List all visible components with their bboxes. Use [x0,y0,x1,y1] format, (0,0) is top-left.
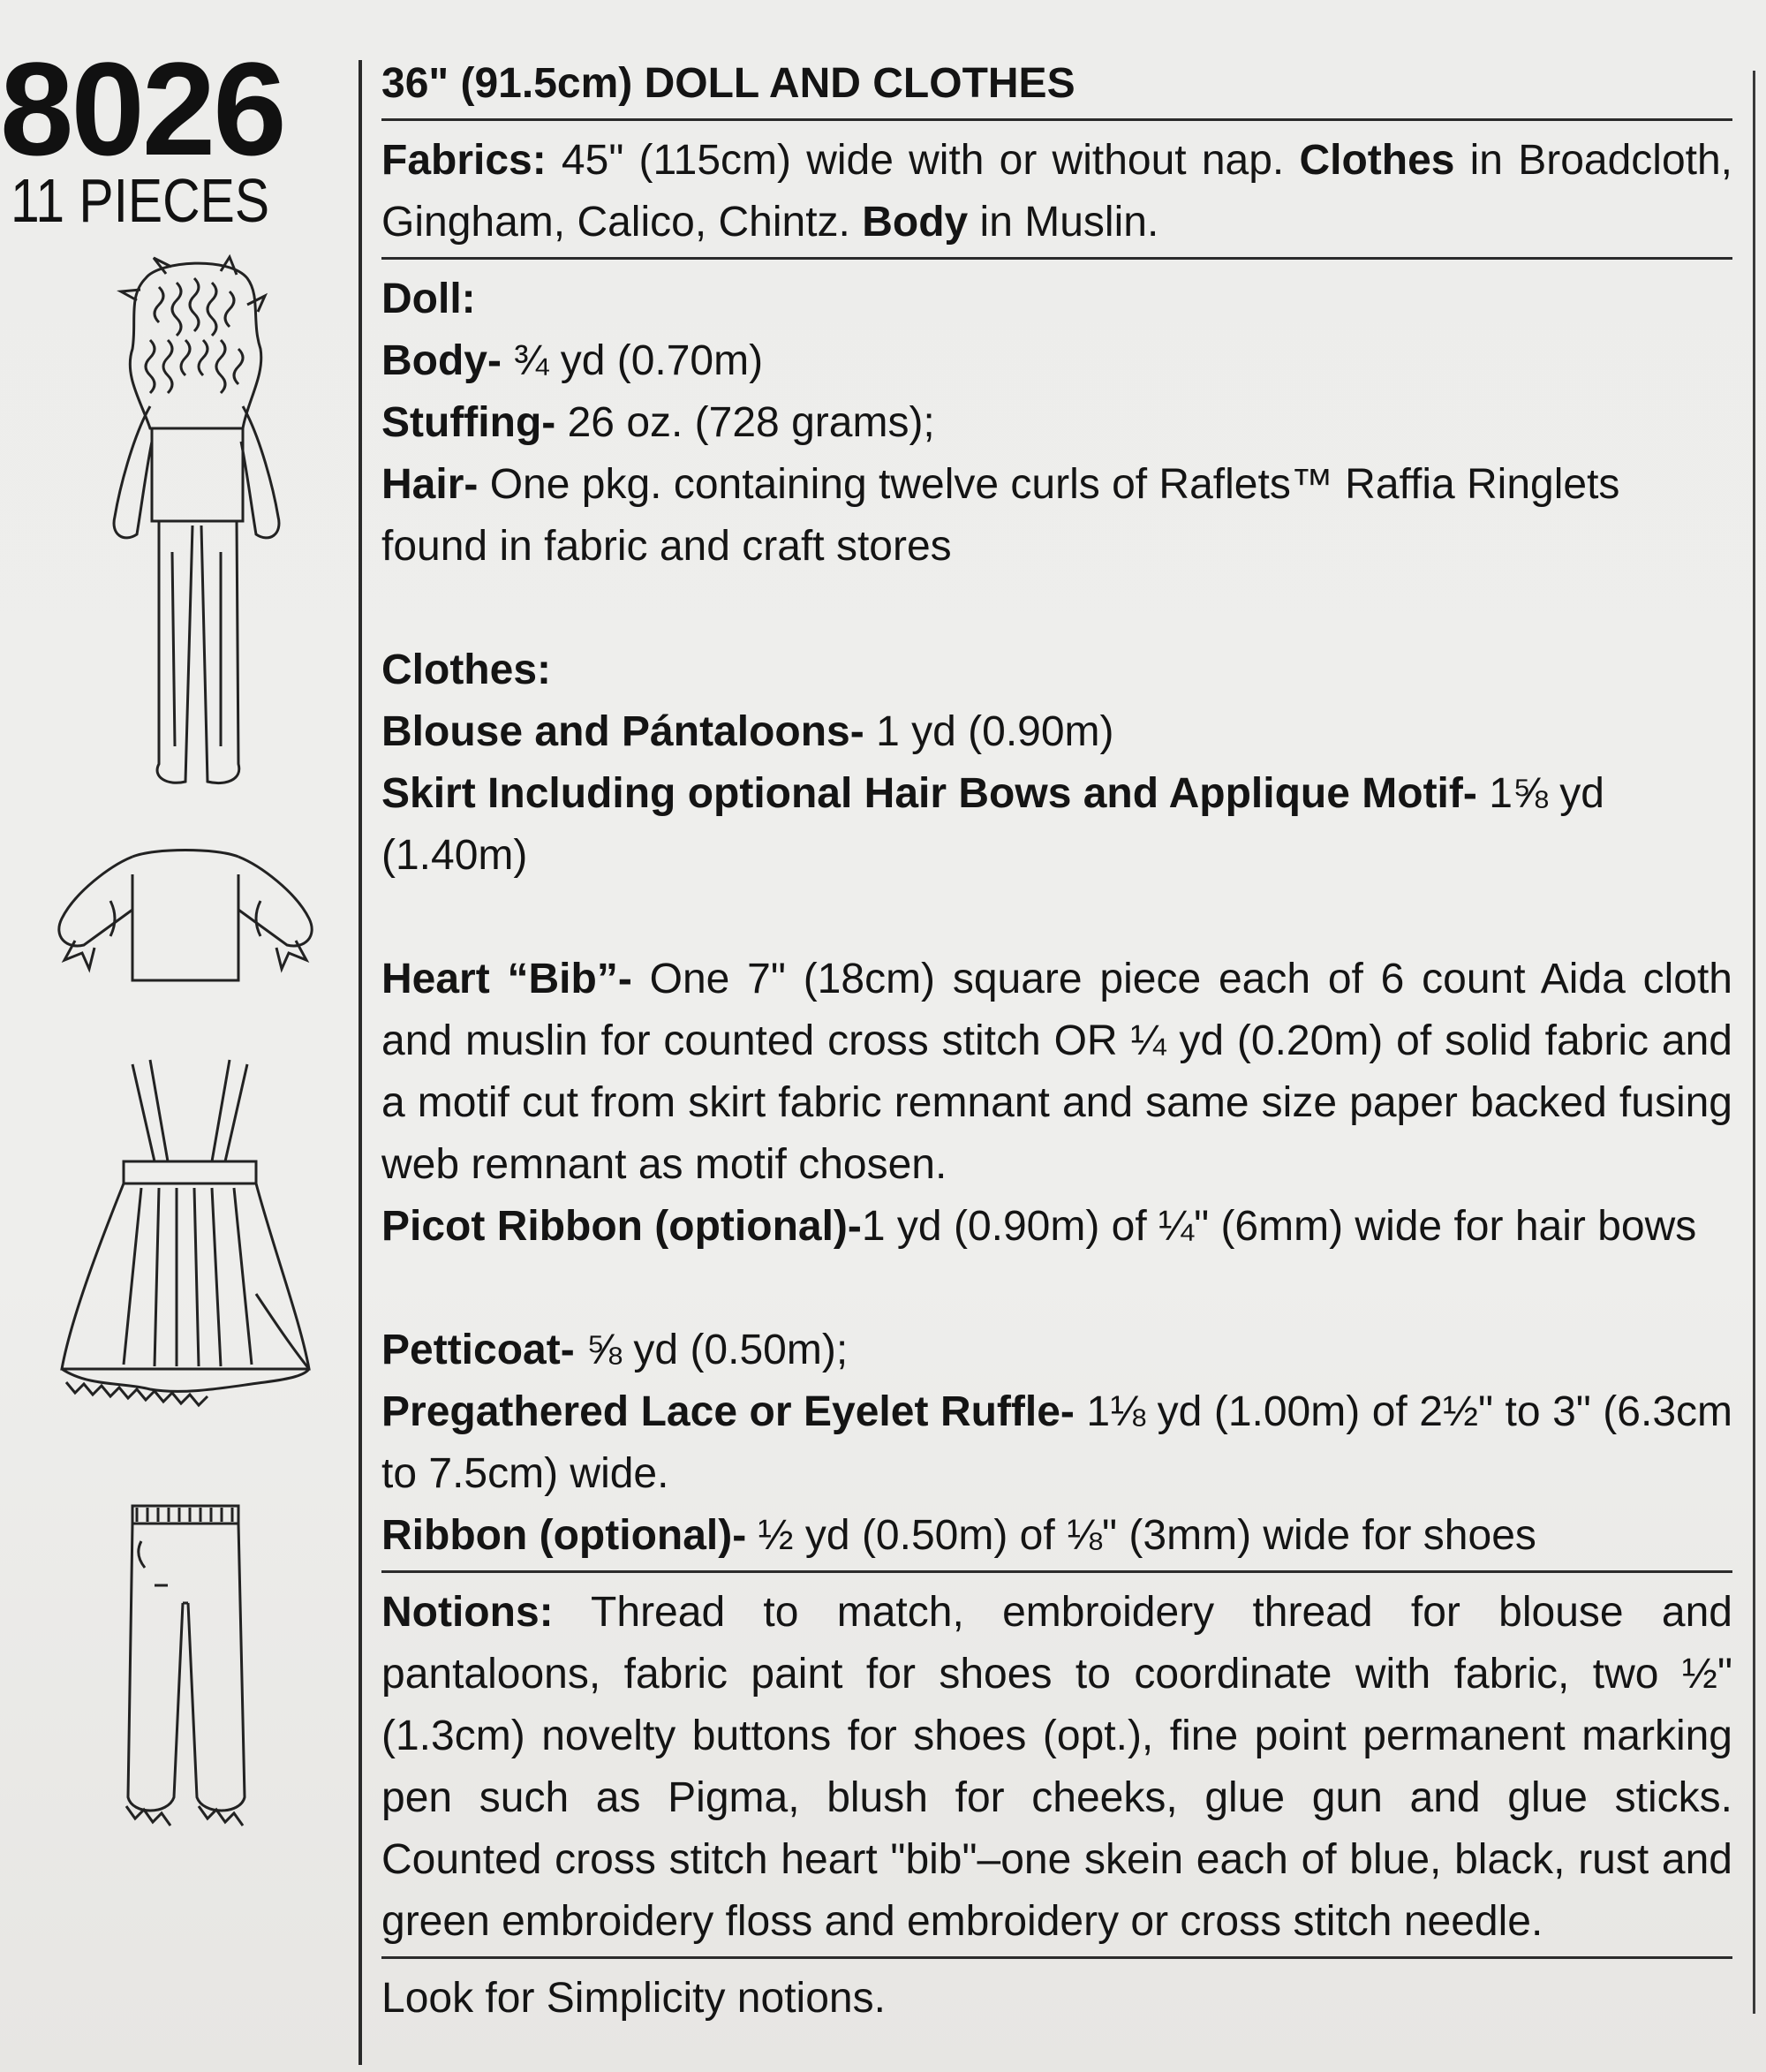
fabrics-text-2: in Broadcloth, Gingham, Calico, Chintz. [381,137,1733,246]
clothes-fabric-label: Clothes [1299,137,1455,184]
fabrics-text-1: 45" (115cm) wide with or without nap. [546,137,1300,184]
pattern-number: 8026 [0,34,284,183]
blouse-icon [49,839,322,989]
divider [381,1956,1732,1959]
doll-hair-line: Hair- One pkg. containing twelve curls of Raflets™ Raffia Ringlets found in fabric and craft stores [381,461,1620,570]
ribbon-line: Ribbon (optional)- ½ yd (0.50m) of ⅛" (3mm) wide for shoes [381,1512,1536,1559]
right-border [1753,71,1755,2014]
blouse-line: Blouse and Pántaloons- 1 yd (0.90m) [381,708,1114,755]
pinafore-skirt-icon [53,1055,318,1409]
fabrics-label: Fabrics: [381,137,547,184]
notions-section: Notions: Thread to match, embroidery thread for blouse and pantaloons, fabric paint for shoes to coordinate with fabric, two ½" (1.3cm) novelty buttons for shoes (opt.), fine point permanent marking pen such as Pigma, blush for cheeks, glue gun and glue sticks. Counted cross stitch heart "bib"–one skein each of blue, black, rust and green embroidery floss and embroidery or cross stitch needle. [381,1589,1732,1945]
ruffle-line: Pregathered Lace or Eyelet Ruffle- 1⅛ yd (1.00m) of 2½" to 3" (6.3cm to 7.5cm) wide. [381,1388,1732,1497]
column-divider [358,60,362,2065]
doll-stuffing-line: Stuffing- 26 oz. (728 grams); [381,399,935,446]
doll-body-line: Body- ¾ yd (0.70m) [381,337,764,384]
petticoat-line: Petticoat- ⅝ yd (0.50m); [381,1327,849,1373]
footer-note: Look for Simplicity notions. [381,1975,886,2022]
divider [381,1570,1732,1573]
pieces-count: 11 PIECES [11,166,270,235]
pantaloons-icon [119,1497,252,1833]
divider [381,118,1732,121]
skirt-line: Skirt Including optional Hair Bows and Applique Motif- 1⅝ yd (1.40m) [381,770,1604,879]
picot-ribbon-line: Picot Ribbon (optional)-1 yd (0.90m) of ¼" (6mm) wide for hair bows [381,1203,1697,1250]
requirements-column [381,53,1732,2030]
doll-figure-icon [97,252,291,799]
body-fabric-label: Body [862,199,969,246]
clothes-heading: Clothes: [381,647,551,693]
divider [381,257,1732,260]
fabrics-section [381,130,1732,253]
fabrics-text-3: in Muslin. [968,199,1159,246]
doll-heading: Doll: [381,276,476,322]
page-title: 36" (91.5cm) DOLL AND CLOTHES [381,60,1075,107]
heart-bib-line: Heart “Bib”- One 7" (18cm) square piece each of 6 count Aida cloth and muslin for counted cross stitch OR ¼ yd (0.20m) of solid fabric and a motif cut from skirt fabric remnant and same size paper backed fusing web remnant as motif chosen. [381,956,1733,1188]
